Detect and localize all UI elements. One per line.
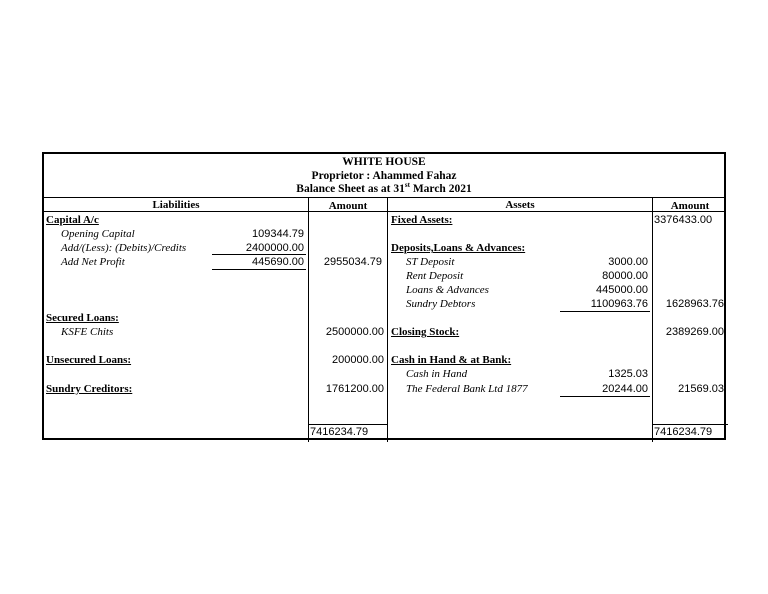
federal-bank-value: 20244.00 bbox=[602, 383, 648, 395]
loans-advances-label: Loans & Advances bbox=[406, 284, 489, 296]
federal-bank-underline bbox=[560, 396, 650, 397]
cash-in-hand-value: 1325.03 bbox=[608, 368, 648, 380]
loans-advances-value: 445000.00 bbox=[596, 284, 648, 296]
sundry-debtors-label: Sundry Debtors bbox=[406, 298, 476, 310]
secured-loans-heading: Secured Loans: bbox=[46, 312, 119, 324]
col-header-assets: Assets bbox=[505, 199, 535, 211]
company-title: WHITE HOUSE bbox=[342, 156, 426, 168]
assets-grand-total: 7416234.79 bbox=[654, 426, 713, 438]
net-profit-value: 445690.00 bbox=[252, 256, 304, 268]
federal-bank-label: The Federal Bank Ltd 1877 bbox=[406, 383, 528, 395]
rent-deposit-label: Rent Deposit bbox=[406, 270, 464, 282]
net-profit-label: Add Net Profit bbox=[61, 256, 125, 268]
capital-heading: Capital A/c bbox=[46, 214, 99, 226]
capital-total: 2955034.79 bbox=[323, 256, 382, 268]
st-deposit-label: ST Deposit bbox=[406, 256, 455, 268]
opening-capital-label: Opening Capital bbox=[61, 228, 135, 240]
deposits-total: 1628963.76 bbox=[665, 298, 724, 310]
cash-bank-heading: Cash in Hand & at Bank: bbox=[391, 354, 512, 366]
sundry-creditors-heading: Sundry Creditors: bbox=[46, 383, 133, 395]
deposits-heading: Deposits,Loans & Advances: bbox=[391, 242, 526, 254]
unsecured-loans-heading: Unsecured Loans: bbox=[46, 354, 132, 366]
balance-sheet bbox=[42, 152, 726, 440]
liabilities-grand-total: 7416234.79 bbox=[310, 426, 369, 438]
cash-bank-total: 21569.03 bbox=[678, 383, 724, 395]
st-deposit-value: 3000.00 bbox=[608, 256, 648, 268]
add-less-value: 2400000.00 bbox=[245, 242, 304, 254]
debtors-underline bbox=[560, 311, 650, 312]
sundry-creditors-total: 1761200.00 bbox=[325, 383, 384, 395]
secured-loans-total: 2500000.00 bbox=[325, 326, 384, 338]
cash-in-hand-label: Cash in Hand bbox=[406, 368, 468, 380]
opening-capital-value: 109344.79 bbox=[252, 228, 304, 240]
sheet-subtitle: Balance Sheet as at 31st March 2021 bbox=[296, 181, 472, 195]
closing-stock-heading: Closing Stock: bbox=[391, 326, 460, 338]
rent-deposit-value: 80000.00 bbox=[602, 270, 648, 282]
sundry-debtors-value: 1100963.76 bbox=[590, 298, 648, 310]
ksfe-chits-label: KSFE Chits bbox=[61, 326, 114, 338]
fixed-assets-heading: Fixed Assets: bbox=[391, 214, 453, 226]
unsecured-loans-total: 200000.00 bbox=[332, 354, 384, 366]
proprietor-line: Proprietor : Ahammed Fahaz bbox=[311, 170, 457, 182]
net-profit-underline bbox=[212, 269, 306, 270]
col-header-amount-left: Amount bbox=[328, 200, 368, 212]
divider-middle bbox=[387, 197, 388, 442]
divider-left-amount bbox=[308, 197, 309, 442]
closing-stock-total: 2389269.00 bbox=[665, 326, 724, 338]
divider-right-amount bbox=[652, 197, 653, 442]
fixed-assets-total: 3376433.00 bbox=[654, 214, 713, 226]
col-header-amount-right: Amount bbox=[670, 200, 710, 212]
col-header-liabilities: Liabilities bbox=[152, 199, 200, 211]
add-less-label: Add/(Less): (Debits)/Credits bbox=[61, 242, 187, 254]
